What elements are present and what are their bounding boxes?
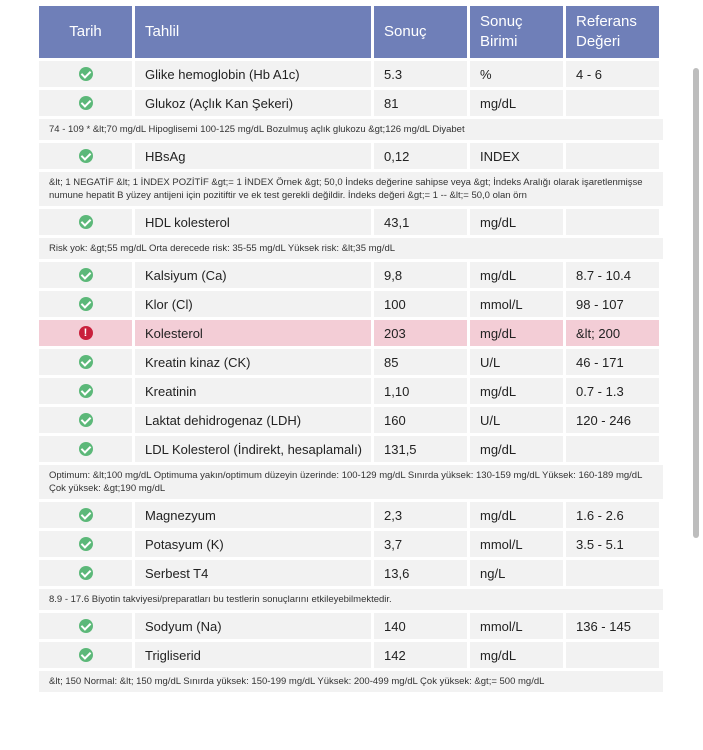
table-row[interactable] [39,61,663,87]
table-header [39,6,663,58]
result-unit: mg/dL [470,436,563,462]
result-value: 131,5 [374,436,467,462]
table-row[interactable] [39,143,663,169]
table-row[interactable] [39,209,663,235]
test-name: HDL kolesterol [135,209,371,235]
result-value: 81 [374,90,467,116]
check-circle-icon [79,297,93,311]
status-cell [39,320,132,346]
test-name: Sodyum (Na) [135,613,371,639]
reference-note: Optimum: &lt;100 mg/dL Optimuma yakın/optimum düzeyin üzerinde: 100-129 mg/dL Sınırda yüksek: 130-159 mg/dL Yüksek: 160-189 mg/dL Çok yüksek: &gt;190 mg/dL [39,465,663,499]
result-value: 3,7 [374,531,467,557]
result-value: 140 [374,613,467,639]
header-tarih[interactable]: Tarih [39,6,132,58]
check-circle-icon [79,413,93,427]
status-cell [39,613,132,639]
reference-range: 0.7 - 1.3 [566,378,659,404]
test-name: LDL Kolesterol (İndirekt, hesaplamalı) [135,436,371,462]
status-cell [39,502,132,528]
scrollbar[interactable] [693,68,699,538]
table-row[interactable] [39,378,663,404]
reference-range: 46 - 171 [566,349,659,375]
reference-note: &lt; 1 NEGATİF &lt; 1 İNDEX POZİTİF &gt;= 1 İNDEX Örnek &gt; 50,0 İndeks değerine sahipse veya &gt; İndeks Aralığı olarak işaretlenmişse numune hepatit B yüzey antijeni için pozitiftir ve ek test gerekli değildir. İndeks değeri &gt;= 1 -- &lt;= 50,0 olan örn [39,172,663,206]
test-name: Kreatin kinaz (CK) [135,349,371,375]
reference-range [566,209,659,235]
check-circle-icon [79,67,93,81]
result-unit: mg/dL [470,502,563,528]
result-value: 43,1 [374,209,467,235]
status-cell [39,407,132,433]
result-unit: mmol/L [470,291,563,317]
result-value: 0,12 [374,143,467,169]
test-name: Trigliserid [135,642,371,668]
lab-results-table [39,6,663,695]
reference-range: 136 - 145 [566,613,659,639]
exclamation-circle-icon: ! [79,326,93,340]
reference-range: 8.7 - 10.4 [566,262,659,288]
result-value: 203 [374,320,467,346]
result-unit: mmol/L [470,531,563,557]
reference-range [566,642,659,668]
table-row[interactable] [39,90,663,116]
result-value: 100 [374,291,467,317]
reference-range: 98 - 107 [566,291,659,317]
reference-range [566,90,659,116]
scrollbar-thumb[interactable] [693,68,699,538]
check-circle-icon [79,537,93,551]
status-cell [39,209,132,235]
result-value: 85 [374,349,467,375]
result-unit: ng/L [470,560,563,586]
table-row[interactable] [39,407,663,433]
table-row[interactable] [39,436,663,462]
result-unit: U/L [470,407,563,433]
table-row[interactable] [39,320,663,346]
reference-range [566,436,659,462]
result-unit: mg/dL [470,262,563,288]
header-tahlil[interactable]: Tahlil [135,6,371,58]
reference-note: &lt; 150 Normal: &lt; 150 mg/dL Sınırda yüksek: 150-199 mg/dL Yüksek: 200-499 mg/dL Çok yüksek: &gt;= 500 mg/dL [39,671,663,692]
check-circle-icon [79,508,93,522]
reference-range: 4 - 6 [566,61,659,87]
reference-note: 74 - 109 * &lt;70 mg/dL Hipoglisemi 100-125 mg/dL Bozulmuş açlık glukozu &gt;126 mg/dL Diyabet [39,119,663,140]
test-name: Magnezyum [135,502,371,528]
result-value: 2,3 [374,502,467,528]
reference-range: 120 - 246 [566,407,659,433]
test-name: Glukoz (Açlık Kan Şekeri) [135,90,371,116]
status-cell [39,291,132,317]
reference-note: Risk yok: &gt;55 mg/dL Orta derecede risk: 35-55 mg/dL Yüksek risk: &lt;35 mg/dL [39,238,663,259]
table-body [39,61,663,692]
reference-range: &lt; 200 [566,320,659,346]
check-circle-icon [79,215,93,229]
check-circle-icon [79,384,93,398]
result-unit: mg/dL [470,209,563,235]
result-unit: mg/dL [470,378,563,404]
status-cell [39,349,132,375]
status-cell [39,560,132,586]
check-circle-icon [79,268,93,282]
reference-range [566,560,659,586]
test-name: Serbest T4 [135,560,371,586]
status-cell [39,90,132,116]
result-unit: U/L [470,349,563,375]
check-circle-icon [79,149,93,163]
test-name: Klor (Cl) [135,291,371,317]
result-unit: mg/dL [470,320,563,346]
test-name: Potasyum (K) [135,531,371,557]
test-name: Kreatinin [135,378,371,404]
table-row[interactable] [39,349,663,375]
result-unit: INDEX [470,143,563,169]
status-cell [39,378,132,404]
table-row[interactable] [39,531,663,557]
result-value: 142 [374,642,467,668]
reference-range [566,143,659,169]
result-unit: mg/dL [470,90,563,116]
reference-range: 1.6 - 2.6 [566,502,659,528]
result-value: 13,6 [374,560,467,586]
reference-range: 3.5 - 5.1 [566,531,659,557]
header-referans-degeri[interactable]: Referans Değeri [566,6,659,58]
check-circle-icon [79,648,93,662]
test-name: Kalsiyum (Ca) [135,262,371,288]
test-name: Laktat dehidrogenaz (LDH) [135,407,371,433]
check-circle-icon [79,96,93,110]
status-cell [39,143,132,169]
status-cell [39,436,132,462]
status-cell [39,61,132,87]
check-circle-icon [79,442,93,456]
header-sonuc-birimi[interactable]: Sonuç Birimi [470,6,563,58]
result-value: 9,8 [374,262,467,288]
status-cell [39,642,132,668]
result-value: 1,10 [374,378,467,404]
table-row[interactable] [39,642,663,668]
table-row[interactable] [39,613,663,639]
table-row[interactable] [39,262,663,288]
result-unit: mmol/L [470,613,563,639]
check-circle-icon [79,619,93,633]
result-value: 160 [374,407,467,433]
table-row[interactable] [39,560,663,586]
header-sonuc[interactable]: Sonuç [374,6,467,58]
result-unit: mg/dL [470,642,563,668]
test-name: HBsAg [135,143,371,169]
table-row[interactable] [39,291,663,317]
status-cell [39,262,132,288]
result-unit: % [470,61,563,87]
check-circle-icon [79,355,93,369]
result-value: 5.3 [374,61,467,87]
test-name: Glike hemoglobin (Hb A1c) [135,61,371,87]
table-row[interactable] [39,502,663,528]
reference-note: 8.9 - 17.6 Biyotin takviyesi/preparatları bu testlerin sonuçlarını etkileyebilmektedir. [39,589,663,610]
status-cell [39,531,132,557]
test-name: Kolesterol [135,320,371,346]
check-circle-icon [79,566,93,580]
